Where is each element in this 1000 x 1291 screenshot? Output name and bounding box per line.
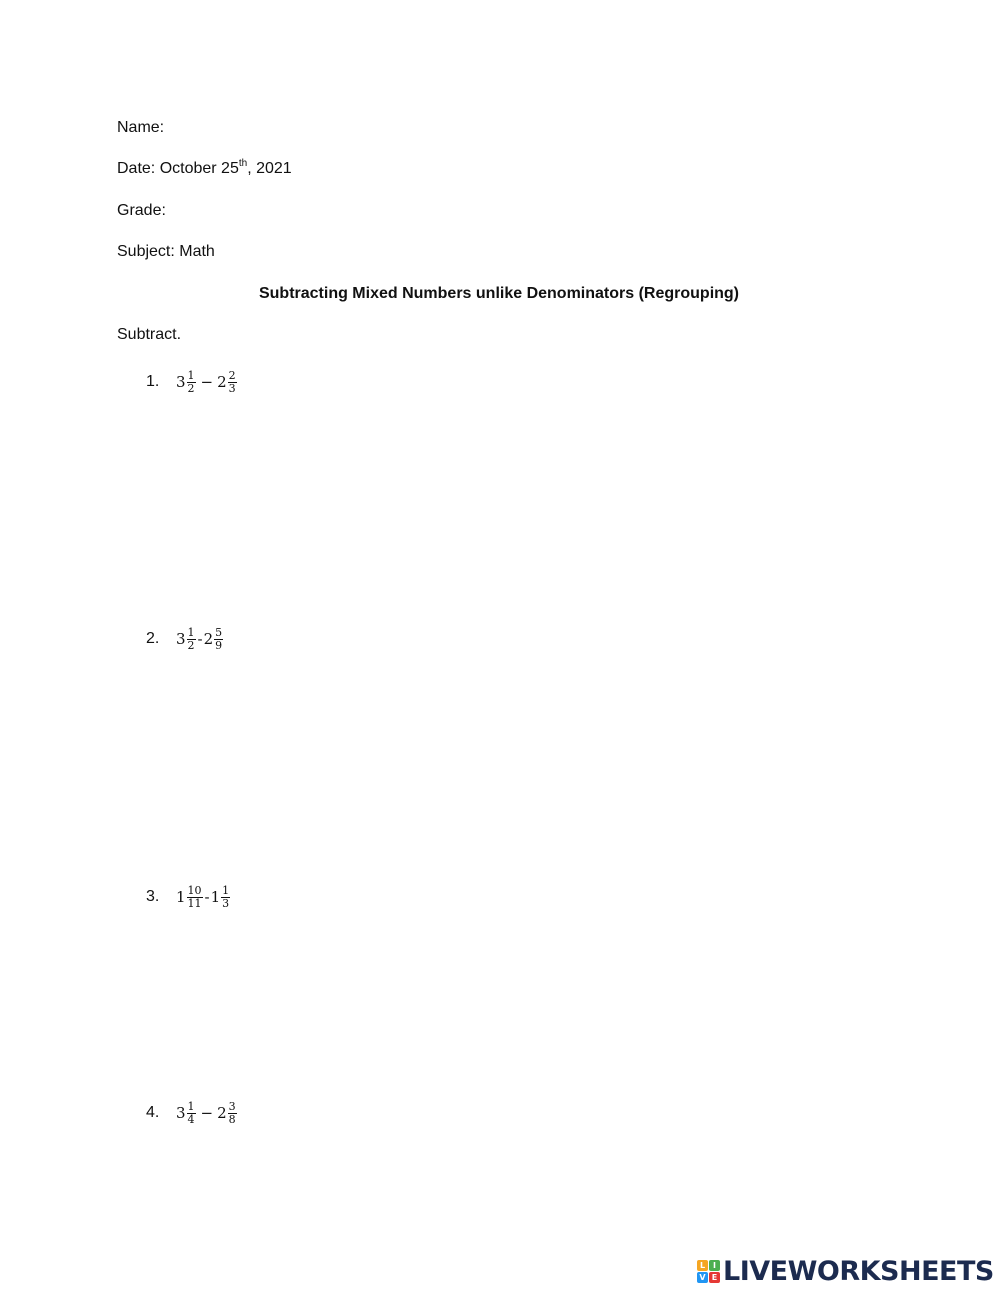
logo-square-i: I [709,1260,720,1271]
subtrahend-numerator: 3 [228,1099,236,1113]
minus-sign: - [197,630,203,648]
problem-number: 2. [146,630,160,647]
problem-3 [146,880,231,914]
minuend-fraction [187,885,203,910]
subtrahend-numerator: 2 [228,368,236,382]
subtrahend-whole: 2 [217,1104,227,1122]
minuend-whole: 3 [176,1104,186,1122]
logo-square-e: E [709,1272,720,1283]
minuend-fraction [187,370,196,395]
minuend-whole: 3 [176,630,186,648]
subtrahend-whole: 2 [203,630,214,648]
name-label: Name: [117,119,165,136]
date-year: , 2021 [247,160,292,177]
minuend-numerator: 1 [187,1099,195,1113]
date-label: Date: October 25 [117,160,239,177]
problem-expression [176,627,224,652]
date-superscript: th [238,158,248,169]
instruction-text: Subtract. [117,326,182,343]
subtrahend-numerator: 1 [222,883,230,897]
minus-sign: - [204,888,210,906]
worksheet-title [0,284,1000,304]
subtrahend-whole: 2 [217,373,227,391]
minuend-denominator: 11 [187,896,202,910]
minuend-denominator: 2 [187,638,195,652]
subtrahend-whole: 1 [210,888,221,906]
subtrahend-fraction [214,627,223,652]
subtrahend-denominator: 9 [215,638,223,652]
minuend-fraction [187,627,196,652]
subtrahend-numerator: 5 [215,625,223,639]
subtrahend-fraction [221,885,230,910]
subject-label: Subject: Math [117,243,215,260]
liveworksheets-logo [697,1257,994,1285]
problem-expression [176,1101,238,1126]
problem-number: 4. [146,1104,160,1121]
problem-expression [176,370,238,395]
grade-label: Grade: [117,202,166,219]
subtrahend-fraction [228,1101,237,1126]
subtrahend-denominator: 3 [222,896,230,910]
subtrahend-denominator: 3 [228,381,236,395]
minuend-whole: 3 [176,373,186,391]
minuend-numerator: 1 [187,368,195,382]
problem-number: 1. [146,373,160,390]
minuend-denominator: 2 [187,381,195,395]
logo-square-l: L [697,1260,708,1271]
logo-square-v: V [697,1272,708,1283]
problem-number: 3. [146,888,160,905]
title-text: Subtracting Mixed Numbers unlike Denominators (Regrouping) [258,285,740,302]
minuend-whole: 1 [176,888,186,906]
problem-1 [146,365,238,399]
minuend-numerator: 10 [187,883,202,897]
logo-squares-icon [697,1260,720,1283]
minus-sign: − [200,1104,214,1122]
minuend-numerator: 1 [187,625,195,639]
minuend-fraction [187,1101,196,1126]
minuend-denominator: 4 [187,1112,195,1126]
subtrahend-denominator: 8 [228,1112,236,1126]
problem-expression [176,885,231,910]
minus-sign: − [200,373,214,391]
date-line [117,159,292,179]
subtrahend-fraction [228,370,237,395]
logo-text: LIVEWORKSHEETS [723,1255,994,1287]
problem-4 [146,1096,238,1130]
problem-2 [146,622,224,656]
